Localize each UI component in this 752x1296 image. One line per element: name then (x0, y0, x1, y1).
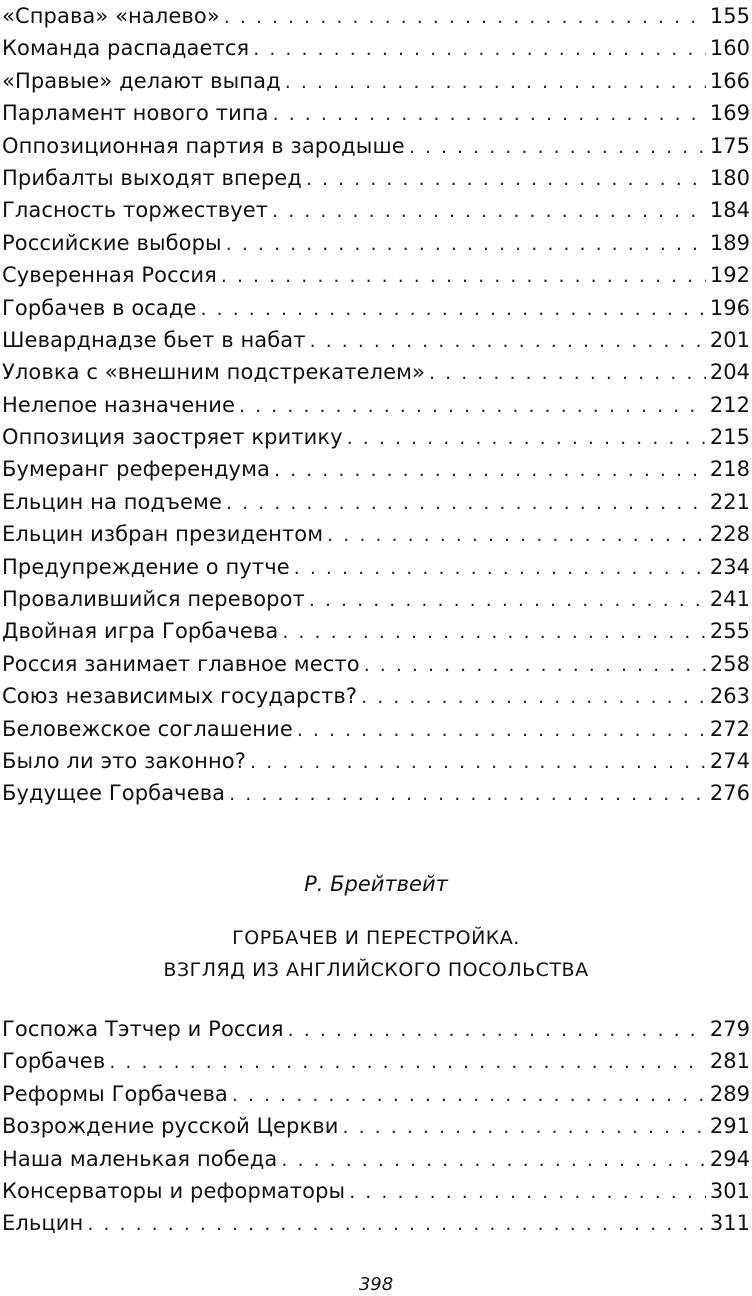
toc-entry-page: 166 (709, 68, 750, 93)
toc-entry-page: 215 (709, 425, 750, 450)
toc-entry (2, 453, 750, 485)
toc-entry-title: Суверенная Россия (2, 263, 217, 288)
toc-entry-title: Шеварднадзе бьет в набат (2, 327, 306, 352)
toc-entry-title: Наша маленькая победа (2, 1146, 278, 1171)
toc-entry-title: Гласность торжествует (2, 198, 269, 223)
toc-entry-page: 281 (709, 1049, 750, 1074)
dot-leader (327, 519, 706, 551)
dot-leader (250, 746, 706, 778)
toc-entry-page: 221 (709, 489, 750, 514)
toc-entry (2, 227, 750, 259)
toc-entry (2, 1078, 750, 1110)
toc-entry (2, 1207, 750, 1239)
toc-entry-page: 204 (709, 360, 750, 385)
toc-entry-page: 272 (709, 716, 750, 741)
toc-entry (2, 292, 750, 324)
dot-leader (239, 390, 706, 422)
toc-entry-page: 196 (709, 295, 750, 320)
section-title (0, 922, 752, 986)
toc-entry-title: Парламент нового типа (2, 101, 269, 126)
toc-entry-title: Реформы Горбачева (2, 1081, 228, 1106)
toc-entry-page: 155 (709, 4, 750, 28)
dot-leader (201, 293, 706, 325)
toc-entry-title: Ельцин на подъеме (2, 489, 223, 514)
dot-leader (221, 260, 706, 292)
toc-entry-page: 184 (709, 198, 750, 223)
dot-leader (281, 1144, 706, 1176)
toc-entry (2, 389, 750, 421)
toc-entry-page: 289 (709, 1081, 750, 1106)
toc-entry (2, 1175, 750, 1207)
section-author: Р. Брейтвейт (304, 872, 448, 896)
dot-leader (272, 195, 706, 227)
toc-entry (2, 1110, 750, 1142)
toc-entry-page: 276 (709, 781, 750, 806)
toc-entry-title: Возрождение русской Церкви (2, 1114, 339, 1139)
toc-entry-page: 255 (709, 619, 750, 644)
toc-list-part-2 (2, 1013, 750, 1240)
toc-entry (2, 0, 750, 32)
dot-leader (288, 1014, 706, 1046)
toc-entry-page: 201 (709, 327, 750, 352)
dot-leader (297, 714, 706, 746)
toc-entry (2, 162, 750, 194)
dot-leader (429, 357, 706, 389)
toc-entry (2, 745, 750, 777)
toc-entry (2, 583, 750, 615)
toc-entry-title: Ельцин (2, 1211, 84, 1236)
toc-entry-page: 218 (709, 457, 750, 482)
dot-leader (310, 325, 706, 357)
toc-entry-title: Ельцин избран президентом (2, 522, 324, 547)
dot-leader (349, 1176, 706, 1208)
toc-entry-title: Прибалты выходят вперед (2, 165, 302, 190)
toc-entry-page: 169 (709, 101, 750, 126)
toc-entry-title: Было ли это законно? (2, 748, 246, 773)
dot-leader (226, 228, 706, 260)
dot-leader (309, 584, 706, 616)
toc-entry-page: 189 (709, 230, 750, 255)
toc-entry-page: 180 (709, 165, 750, 190)
toc-entry (2, 259, 750, 291)
toc-entry-title: Команда распадается (2, 36, 250, 61)
dot-leader (306, 163, 706, 195)
toc-entry-page: 291 (709, 1114, 750, 1139)
toc-entry-page: 192 (709, 263, 750, 288)
toc-entry-title: Нелепое назначение (2, 392, 236, 417)
toc-entry (2, 648, 750, 680)
toc-entry-page: 311 (709, 1211, 750, 1236)
toc-entry-title: Бумеранг референдума (2, 457, 270, 482)
toc-entry-title: Беловежское соглашение (2, 716, 293, 741)
toc-entry (2, 486, 750, 518)
toc-entry-title: Предупреждение о путче (2, 554, 290, 579)
toc-entry-title: Россия занимает главное место (2, 651, 360, 676)
toc-entry (2, 1013, 750, 1045)
toc-entry (2, 324, 750, 356)
toc-entry-page: 258 (709, 651, 750, 676)
toc-entry-page: 301 (709, 1178, 750, 1203)
toc-entry (2, 1143, 750, 1175)
toc-entry-title: Оппозиционная партия в зародыше (2, 133, 405, 158)
toc-entry-title: Горбачев (2, 1049, 106, 1074)
toc-entry-page: 274 (709, 748, 750, 773)
dot-leader (109, 1046, 706, 1078)
toc-entry-page: 294 (709, 1146, 750, 1171)
toc-entry (2, 680, 750, 712)
dot-leader (274, 454, 706, 486)
dot-leader (224, 1, 706, 33)
toc-entry (2, 1045, 750, 1077)
dot-leader (294, 552, 706, 584)
toc-entry (2, 421, 750, 453)
toc-entry (2, 97, 750, 129)
toc-entry-page: 175 (709, 133, 750, 158)
dot-leader (273, 98, 706, 130)
toc-list-part-1 (2, 0, 750, 810)
toc-entry-title: Российские выборы (2, 230, 222, 255)
dot-leader (285, 66, 706, 98)
dot-leader (364, 649, 706, 681)
toc-entry (2, 615, 750, 647)
toc-entry-page: 234 (709, 554, 750, 579)
toc-entry-title: Будущее Горбачева (2, 781, 226, 806)
toc-entry (2, 32, 750, 64)
toc-entry-title: Уловка с «внешним подстрекателем» (2, 360, 426, 385)
toc-entry (2, 65, 750, 97)
toc-entry-title: «Правые» делают выпад (2, 68, 281, 93)
toc-entry (2, 713, 750, 745)
toc-entry-title: Провалившийся переворот (2, 587, 305, 612)
toc-entry-title: «Справа» «налево» (2, 4, 220, 28)
toc-entry (2, 777, 750, 809)
toc-entry (2, 356, 750, 388)
toc-entry-title: Оппозиция заостряет критику (2, 425, 343, 450)
dot-leader (87, 1208, 706, 1240)
dot-leader (361, 681, 706, 713)
toc-entry (2, 130, 750, 162)
dot-leader (226, 487, 706, 519)
dot-leader (253, 33, 706, 65)
dot-leader (229, 778, 706, 810)
dot-leader (282, 616, 706, 648)
toc-entry-title: Горбачев в осаде (2, 295, 197, 320)
toc-entry-title: Консерваторы и реформаторы (2, 1178, 346, 1203)
toc-entry-page: 160 (709, 36, 750, 61)
toc-entry-title: Союз независимых государств? (2, 684, 358, 709)
dot-leader (232, 1079, 706, 1111)
dot-leader (347, 422, 706, 454)
dot-leader (343, 1111, 706, 1143)
toc-entry-page: 212 (709, 392, 750, 417)
page-number: 398 (358, 1274, 394, 1295)
dot-leader (409, 131, 706, 163)
toc-entry-title: Двойная игра Горбачева (2, 619, 279, 644)
toc-entry (2, 194, 750, 226)
toc-entry-page: 263 (709, 684, 750, 709)
toc-entry-page: 241 (709, 587, 750, 612)
toc-entry-page: 279 (709, 1017, 750, 1041)
section-title-line-2: ВЗГЛЯД ИЗ АНГЛИЙСКОГО ПОСОЛЬСТВА (163, 959, 589, 981)
toc-entry (2, 518, 750, 550)
toc-entry-title: Госпожа Тэтчер и Россия (2, 1017, 284, 1041)
toc-entry (2, 551, 750, 583)
section-title-line-1: ГОРБАЧЕВ И ПЕРЕСТРОЙКА. (232, 927, 520, 949)
toc-entry-page: 228 (709, 522, 750, 547)
